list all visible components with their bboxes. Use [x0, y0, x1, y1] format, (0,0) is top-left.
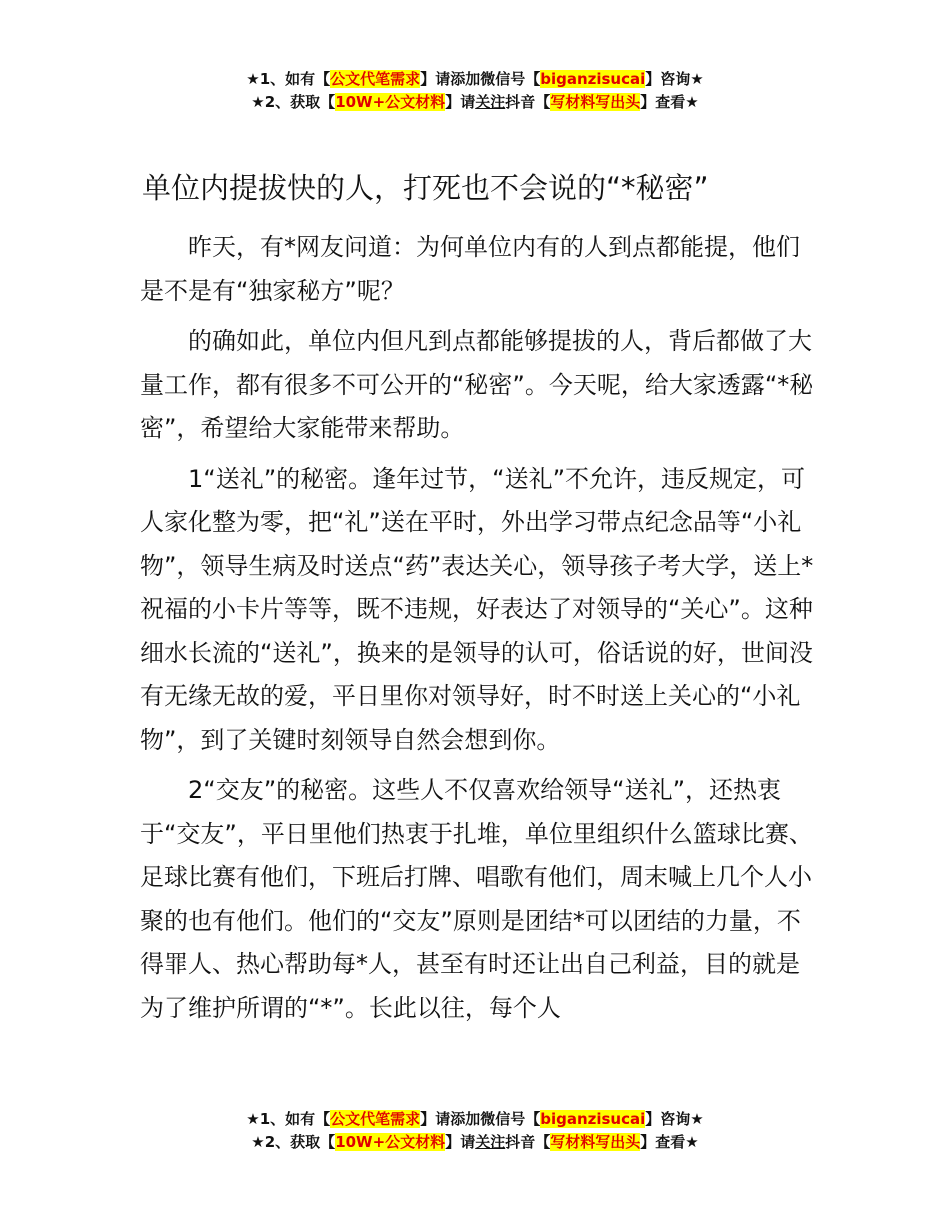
highlight-ghostwriting: 公文代笔需求 [330, 70, 421, 88]
paragraph: 昨天，有*网友问道：为何单位内有的人到点都能提，他们是不是有“独家秘方”呢？ [140, 233, 800, 305]
banner-line-2: ★2、获取【10W+公文材料】请关注抖音【写材料写出头】查看★ [251, 93, 699, 111]
header-banner [0, 68, 950, 114]
paragraph: 的确如此，单位内但凡到点都能够提拔的人，背后都做了大量工作，都有很多不可公开的“秘密”。今天呢，给大家透露“*秘密”，希望给大家能带来帮助。 [140, 327, 814, 442]
banner-line-2: ★2、获取【10W+公文材料】请关注抖音【写材料写出头】查看★ [251, 1133, 699, 1151]
highlight-wechat-id: biganzisucai [540, 70, 646, 88]
article-body [140, 226, 820, 1037]
paragraph: 2“交友”的秘密。这些人不仅喜欢给领导“送礼”，还热衷于“交友”，平日里他们热衷于扎堆，单位里组织什么篮球比赛、足球比赛有他们，下班后打牌、唱歌有他们，周末喊上几个人小聚的也有他们。他们的“交友”原则是团结*可以团结的力量，不得罪人、热心帮助每*人，甚至有时还让出自己利益，目的就是为了维护所谓的“*”。长此以往，每个人 [140, 776, 813, 1022]
paragraph: 1“送礼”的秘密。逢年过节，“送礼”不允许，违反规定，可人家化整为零，把“礼”送在平时，外出学习带点纪念品等“小礼物”，领导生病及时送点“药”表达关心，领导孩子考大学，送上*祝福的小卡片等等，既不违规，好表达了对领导的“关心”。这种细水长流的“送礼”，换来的是领导的认可，俗话说的好，世间没有无缘无故的爱，平日里你对领导好，时不时送上关心的“小礼物”，到了关键时刻领导自然会想到你。 [140, 464, 814, 754]
footer-banner [0, 1108, 950, 1154]
highlight-materials: 10W+公文材料 [335, 93, 446, 111]
highlight-douyin-account: 写材料写出头 [550, 1133, 641, 1151]
highlight-ghostwriting: 公文代笔需求 [330, 1110, 421, 1128]
highlight-materials: 10W+公文材料 [335, 1133, 446, 1151]
highlight-douyin-account: 写材料写出头 [550, 93, 641, 111]
banner-line-1: ★1、如有【公文代笔需求】请添加微信号【biganzisucai】咨询★ [246, 1110, 704, 1128]
highlight-wechat-id: biganzisucai [540, 1110, 646, 1128]
banner-line-1: ★1、如有【公文代笔需求】请添加微信号【biganzisucai】咨询★ [246, 70, 704, 88]
article-title: 单位内提拔快的人，打死也不会说的“*秘密” [142, 171, 709, 205]
